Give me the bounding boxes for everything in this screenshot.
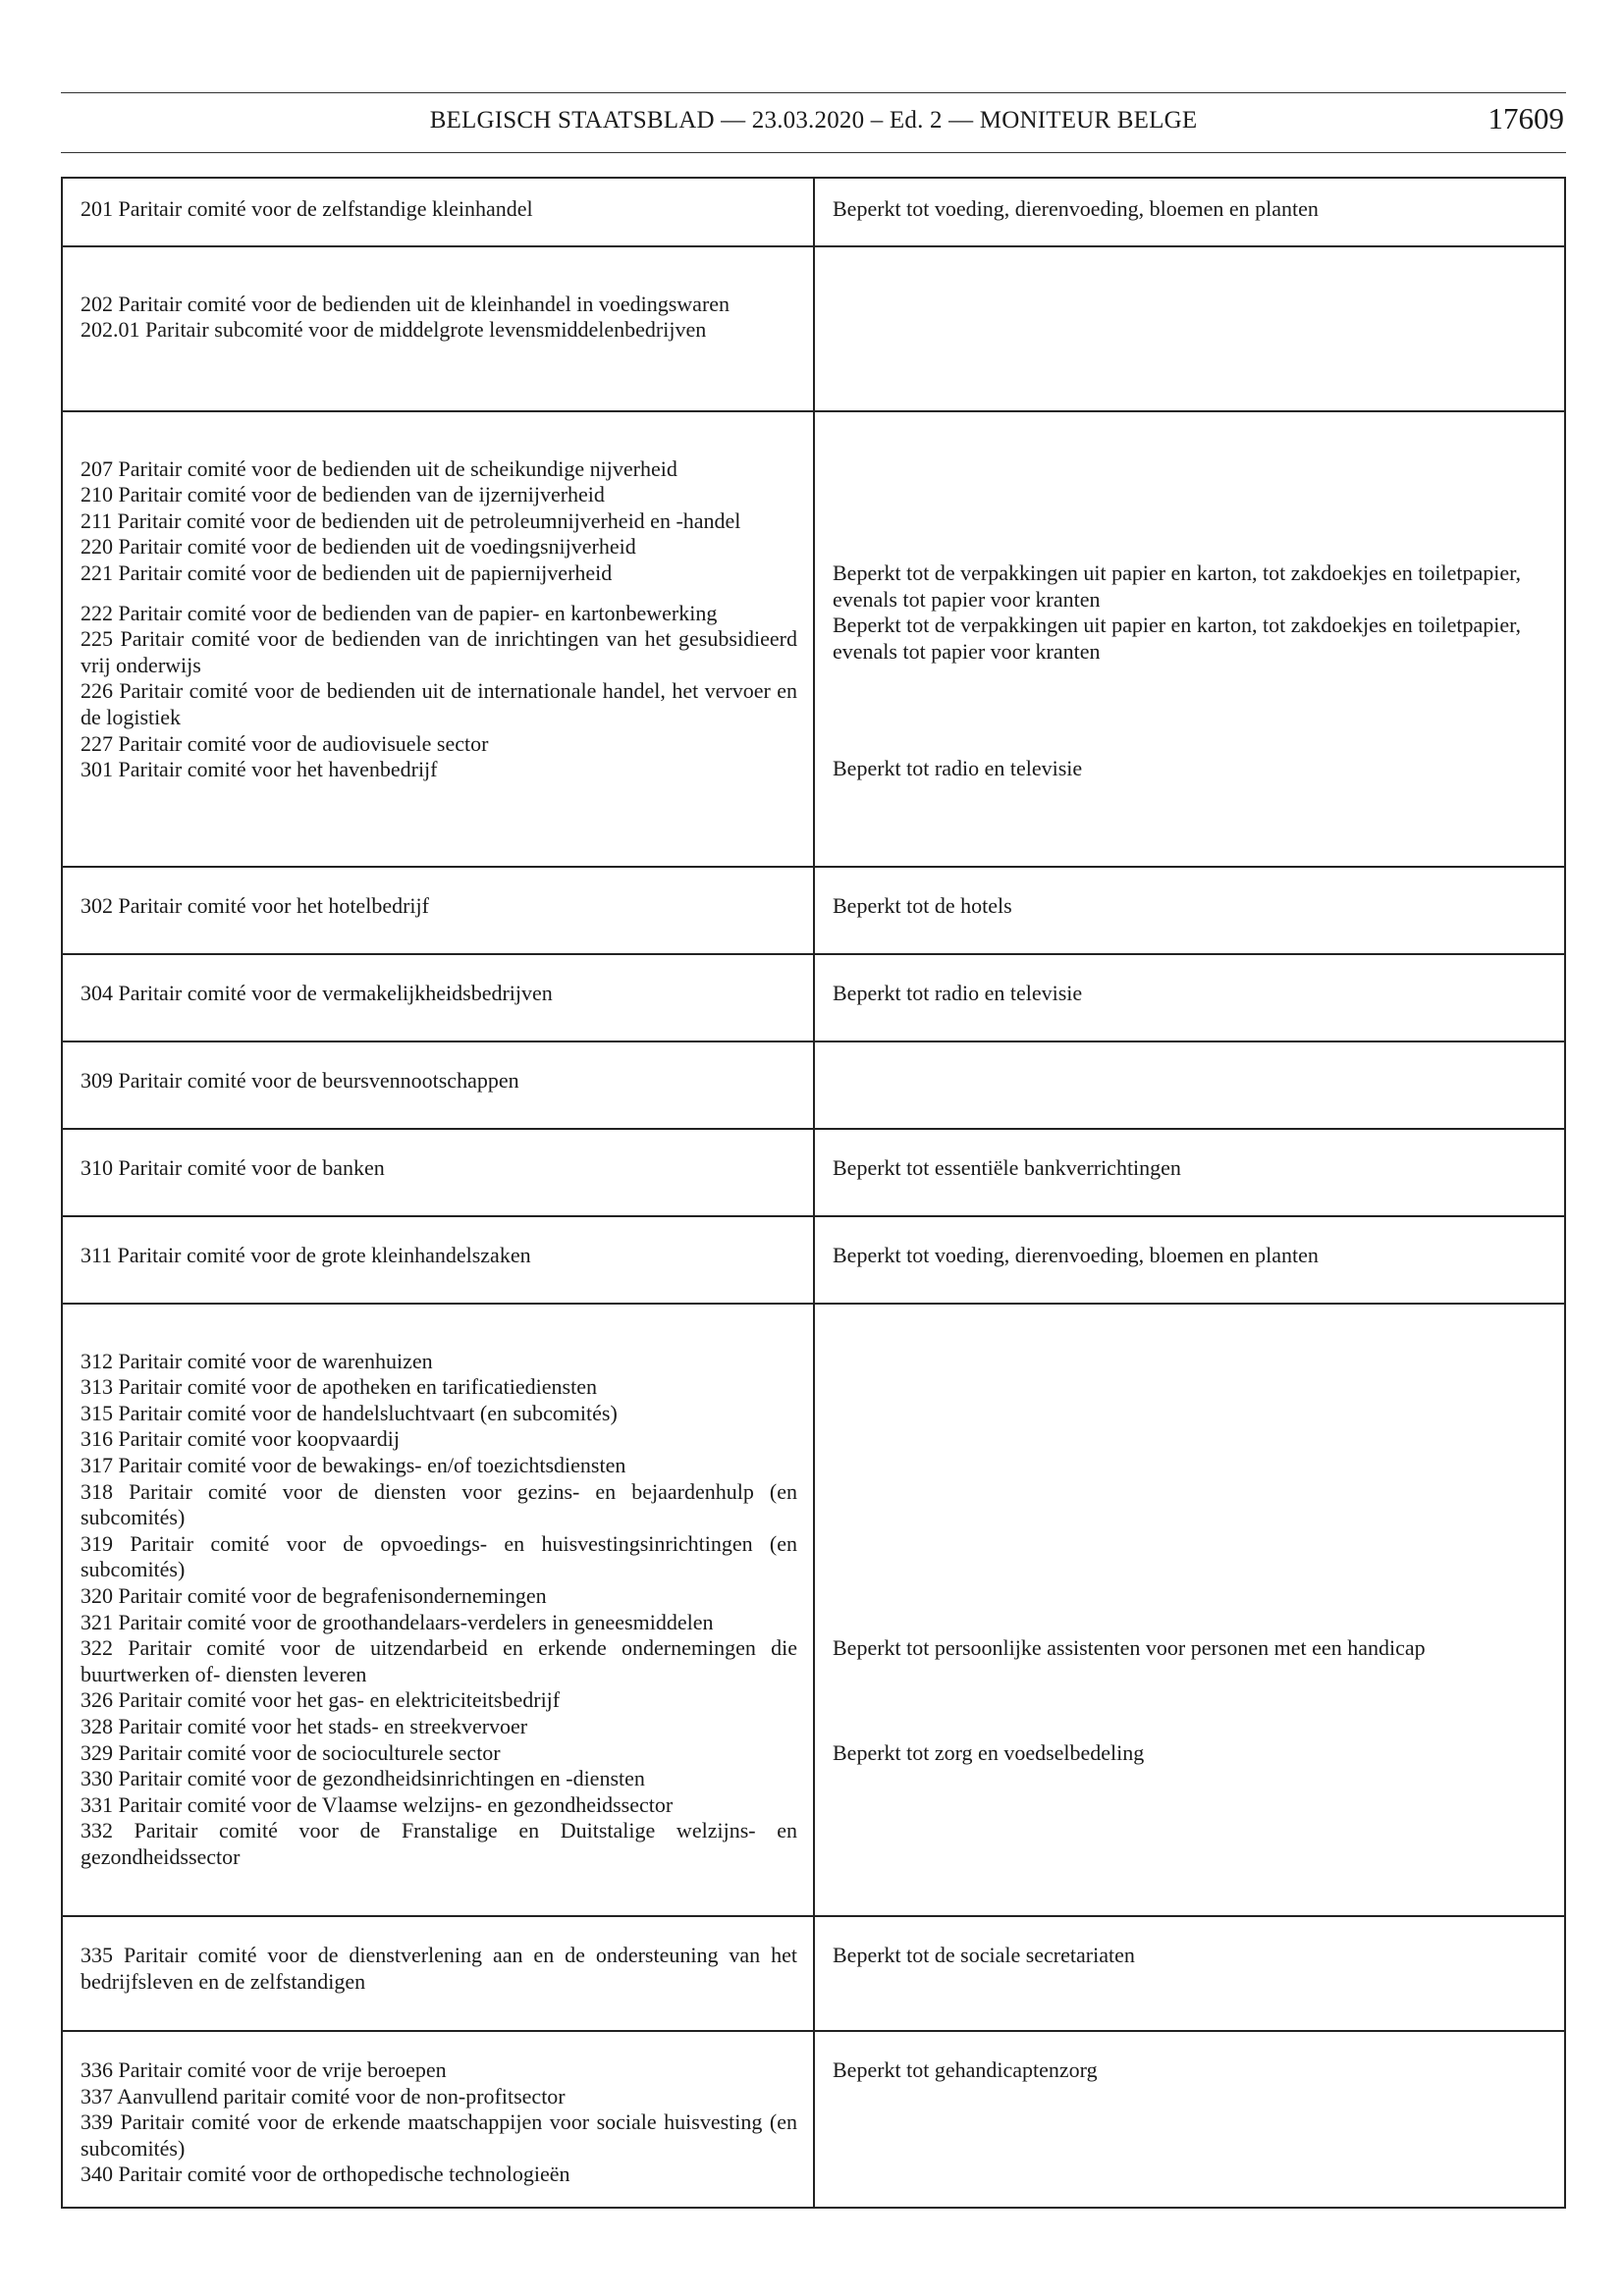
committee-cell [62,2031,814,2208]
committee-entry: 227 Paritair comité voor de audiovisuele sector [81,730,489,756]
committee-entry: 211 Paritair comité voor de bedienden uit de petroleumnijverheid en -handel [81,507,741,533]
committee-entry: 226 Paritair comité voor de bedienden uit de internationale handel, het vervoer en de logistiek [81,678,797,729]
committee-entry: 304 Paritair comité voor de vermakelijkheidsbedrijven [81,981,553,1005]
committee-entry: 317 Paritair comité voor de bewakings- en/of toezichtsdiensten [81,1452,626,1477]
committee-cell [62,246,814,411]
committee-entry: 319 Paritair comité voor de opvoedings- en huisvestingsinrichtingen (en subcomités) [81,1530,797,1582]
table-row [62,954,1565,1041]
committee-entry: 336 Paritair comité voor de vrije beroepen [81,2057,447,2082]
committee-entry: 210 Paritair comité voor de bedienden van de ijzernijverheid [81,482,605,507]
restriction-cell [814,1216,1565,1304]
committee-cell [62,411,814,867]
committee-table [61,177,1566,2209]
restriction-cell [814,2031,1565,2208]
restriction-cell [814,1041,1565,1129]
committee-entry: 329 Paritair comité voor de socioculturele sector [81,1739,501,1765]
table-row [62,867,1565,954]
table-row [62,1129,1565,1216]
restriction-entry: Beperkt tot voeding, dierenvoeding, bloemen en planten [833,1243,1319,1267]
table-row [62,2031,1565,2208]
page-number: 17609 [1488,101,1564,135]
committee-cell [62,1041,814,1129]
committee-entry: 222 Paritair comité voor de bedienden van de papier- en kartonbewerking [81,600,718,625]
committee-entry: 332 Paritair comité voor de Franstalige en Duitstalige welzijns- en gezondheidssector [81,1818,797,1869]
restriction-entry: Beperkt tot de sociale secretariaten [833,1943,1135,1967]
restriction-entry: Beperkt tot persoonlijke assistenten voor personen met een handicap [833,1635,1426,1660]
restriction-cell [814,954,1565,1041]
restriction-entry: Beperkt tot zorg en voedselbedeling [833,1739,1145,1765]
committee-entry: 335 Paritair comité voor de dienstverlening aan en de ondersteuning van het bedrijfsleven en de zelfstandigen [81,1943,797,1994]
committee-entry: 202 Paritair comité voor de bedienden uit de kleinhandel in voedingswaren [81,291,730,316]
committee-entry: 337 Aanvullend paritair comité voor de non-profitsector [81,2083,566,2109]
restriction-cell [814,246,1565,411]
committee-entry: 201 Paritair comité voor de zelfstandige kleinhandel [81,196,533,221]
committee-cell [62,1129,814,1216]
committee-entry: 225 Paritair comité voor de bedienden van de inrichtingen van het gesubsidieerd vrij onderwijs [81,626,797,677]
restriction-entry: Beperkt tot de verpakkingen uit papier en karton, tot zakdoekjes en toiletpapier, evenals tot papier voor kranten [833,613,1522,664]
restriction-cell [814,1129,1565,1216]
committee-entry: 311 Paritair comité voor de grote kleinhandelszaken [81,1243,531,1267]
committee-entry: 330 Paritair comité voor de gezondheidsinrichtingen en -diensten [81,1766,645,1791]
table-row [62,246,1565,411]
committee-entry: 207 Paritair comité voor de bedienden uit de scheikundige nijverheid [81,455,677,481]
committee-entry: 310 Paritair comité voor de banken [81,1155,385,1180]
restriction-cell [814,867,1565,954]
table-row [62,1216,1565,1304]
restriction-cell [814,1304,1565,1916]
restriction-entry: Beperkt tot radio en televisie [833,756,1083,781]
table-row [62,178,1565,246]
committee-entry: 202.01 Paritair subcomité voor de middelgrote levensmiddelenbedrijven [81,317,707,343]
committee-entry: 301 Paritair comité voor het havenbedrijf [81,757,438,782]
committee-entry: 322 Paritair comité voor de uitzendarbeid en erkende ondernemingen die buurtwerken of- diensten leveren [81,1635,797,1686]
committee-entry: 309 Paritair comité voor de beursvennootschappen [81,1068,519,1093]
restriction-entry: Beperkt tot de verpakkingen uit papier en karton, tot zakdoekjes en toiletpapier, evenals tot papier voor kranten [833,561,1522,612]
committee-cell [62,178,814,246]
restriction-entry: Beperkt tot de hotels [833,893,1012,918]
restriction-cell [814,178,1565,246]
committee-entry: 302 Paritair comité voor het hotelbedrijf [81,893,429,918]
restriction-entry: Beperkt tot radio en televisie [833,981,1083,1005]
committee-cell [62,954,814,1041]
restriction-entry: Beperkt tot essentiële bankverrichtingen [833,1155,1181,1180]
table-row [62,1041,1565,1129]
committee-entry: 318 Paritair comité voor de diensten voor gezins- en bejaardenhulp (en subcomités) [81,1478,797,1530]
committee-entry: 315 Paritair comité voor de handelsluchtvaart (en subcomités) [81,1400,618,1425]
table-row [62,1916,1565,2031]
committee-cell [62,1916,814,2031]
committee-entry: 340 Paritair comité voor de orthopedische technologieën [81,2162,570,2187]
committee-entry: 312 Paritair comité voor de warenhuizen [81,1348,433,1373]
committee-entry: 313 Paritair comité voor de apotheken en tarificatiediensten [81,1374,597,1400]
header-title: BELGISCH STAATSBLAD — 23.03.2020 – Ed. 2 — MONITEUR BELGE [429,107,1198,133]
restriction-entry: Beperkt tot voeding, dierenvoeding, bloemen en planten [833,196,1319,221]
table-row [62,1304,1565,1916]
restriction-cell [814,1916,1565,2031]
committee-entry: 316 Paritair comité voor koopvaardij [81,1426,401,1452]
committee-cell [62,1216,814,1304]
committee-entry: 220 Paritair comité voor de bedienden uit de voedingsnijverheid [81,534,636,560]
table-row [62,411,1565,867]
committee-entry: 331 Paritair comité voor de Vlaamse welzijns- en gezondheidssector [81,1791,674,1817]
committee-entry: 326 Paritair comité voor het gas- en elektriciteitsbedrijf [81,1687,561,1713]
restriction-cell [814,411,1565,867]
committee-entry: 221 Paritair comité voor de bedienden uit de papiernijverheid [81,560,613,585]
committee-entry: 328 Paritair comité voor het stads- en streekvervoer [81,1713,528,1738]
page-header [61,92,1566,153]
committee-cell [62,867,814,954]
committee-cell [62,1304,814,1916]
committee-entry: 339 Paritair comité voor de erkende maatschappijen voor sociale huisvesting (en subcomités) [81,2109,797,2161]
restriction-entry: Beperkt tot gehandicaptenzorg [833,2057,1098,2082]
committee-entry: 321 Paritair comité voor de groothandelaars-verdelers in geneesmiddelen [81,1609,714,1634]
committee-entry: 320 Paritair comité voor de begrafenisondernemingen [81,1582,547,1608]
